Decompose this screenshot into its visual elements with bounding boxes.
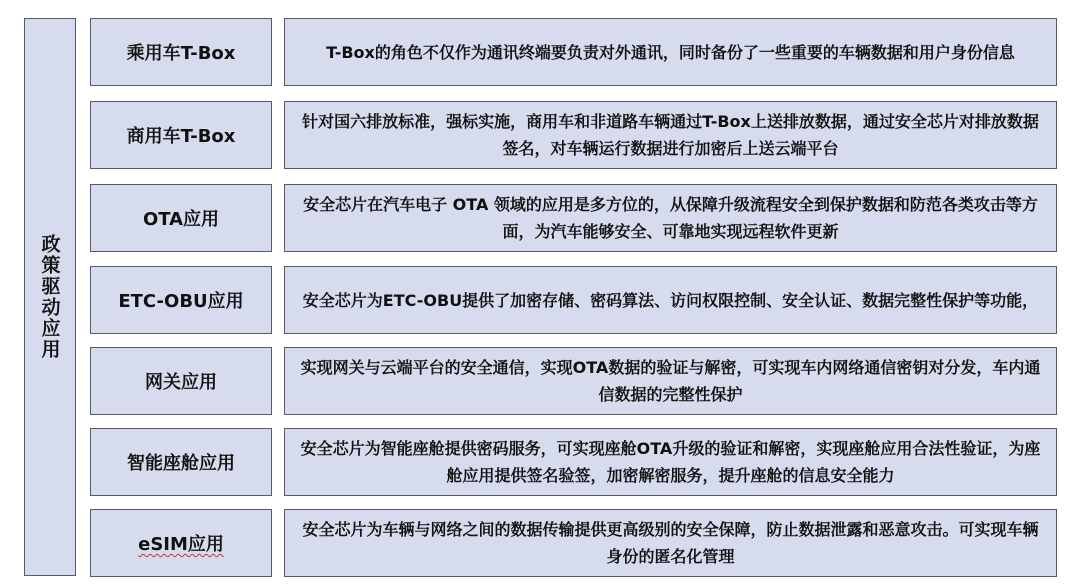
category-gateway <box>90 347 272 415</box>
category-commercial-tbox <box>90 101 272 169</box>
category-etc-obu <box>90 266 272 334</box>
category-label: eSIM应用 <box>138 534 224 555</box>
category-ota <box>90 184 272 252</box>
category-label: ETC-OBU应用 <box>118 291 244 312</box>
category-esim <box>90 509 272 577</box>
policy-driven-applications-label <box>24 18 76 576</box>
description-etc-obu <box>284 266 1057 334</box>
description-text: 安全芯片在汽车电子 OTA 领域的应用是多方位的，从保障升级流程安全到保护数据和防范各类攻击等方面，为汽车能够安全、可靠地实现远程软件更新 <box>303 195 1038 241</box>
category-label: 智能座舱应用 <box>127 453 235 474</box>
description-gateway <box>284 347 1057 415</box>
category-label: 网关应用 <box>145 372 217 393</box>
description-text: 针对国六排放标准，强标实施，商用车和非道路车辆通过T-Box上送排放数据，通过安全芯片对排放数据签名，对车辆运行数据进行加密后上送云端平台 <box>302 112 1039 158</box>
category-label: 乘用车T-Box <box>126 43 236 64</box>
category-label: 商用车T-Box <box>126 126 236 147</box>
description-smart-cockpit <box>284 428 1057 496</box>
description-esim <box>284 509 1057 577</box>
description-ota <box>284 184 1057 252</box>
description-text: 安全芯片为ETC-OBU提供了加密存储、密码算法、访问权限控制、安全认证、数据完整性保护等功能， <box>302 290 1039 310</box>
description-commercial-tbox <box>284 101 1057 169</box>
description-text: 实现网关与云端平台的安全通信，实现OTA数据的验证与解密，可实现车内网络通信密钥对分发，车内通信数据的完整性保护 <box>300 358 1041 404</box>
category-passenger-tbox <box>90 18 272 86</box>
category-smart-cockpit <box>90 428 272 496</box>
description-text: 安全芯片为车辆与网络之间的数据传输提供更高级别的安全保障，防止数据泄露和恶意攻击。可实现车辆身份的匿名化管理 <box>302 520 1039 566</box>
description-text: 安全芯片为智能座舱提供密码服务，可实现座舱OTA升级的验证和解密，实现座舱应用合法性验证，为座舱应用提供签名验签，加密解密服务，提升座舱的信息安全能力 <box>300 439 1041 485</box>
category-label: OTA应用 <box>142 209 220 230</box>
description-text: T-Box的角色不仅作为通讯终端要负责对外通讯，同时备份了一些重要的车辆数据和用户身份信息 <box>326 42 1015 62</box>
description-passenger-tbox <box>284 18 1057 86</box>
left-label-text: 政策驱动应用 <box>38 234 61 360</box>
